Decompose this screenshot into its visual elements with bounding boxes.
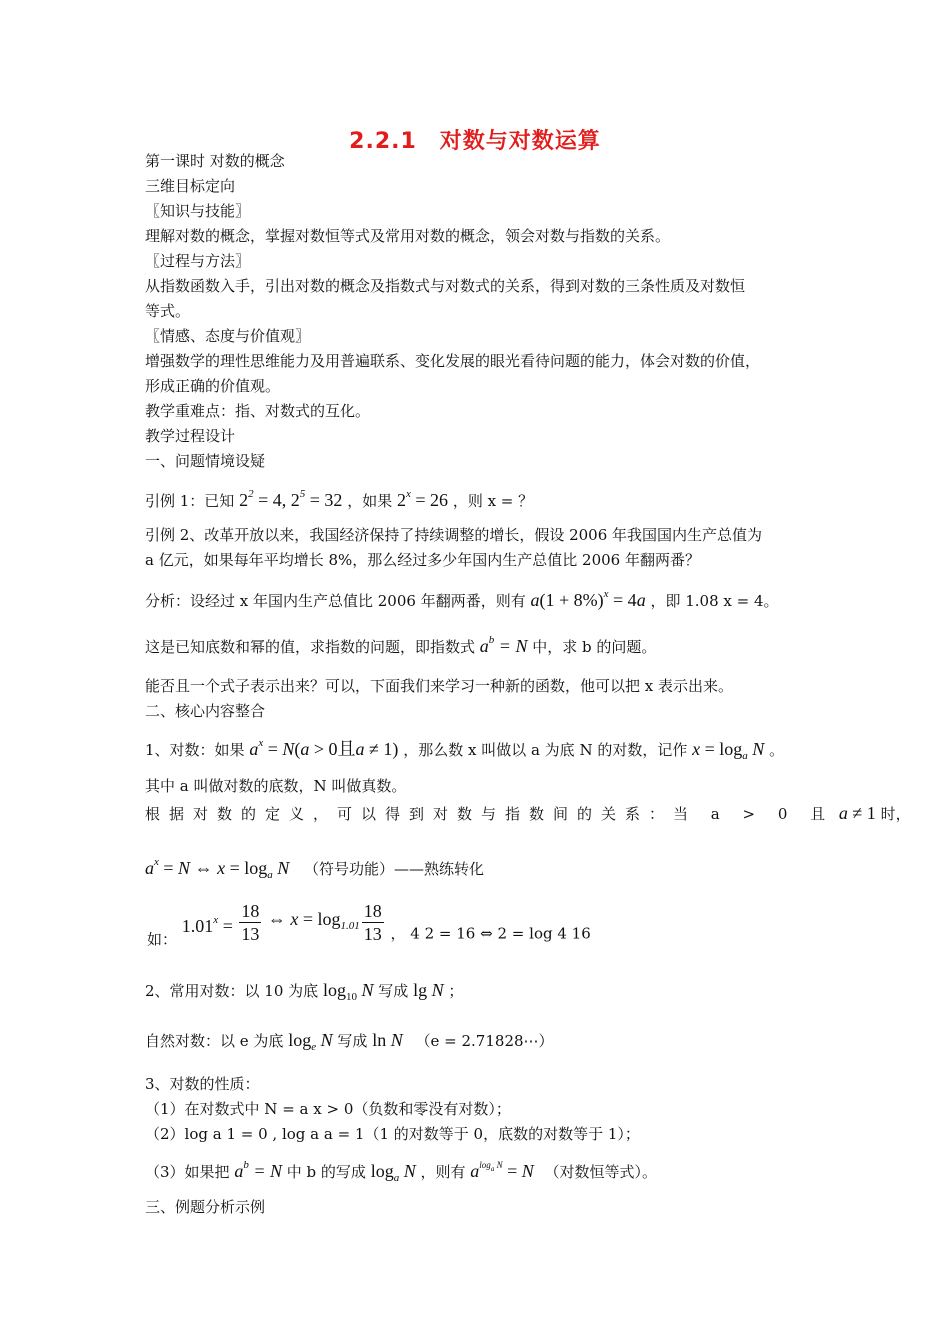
fraction-18-13: $\frac{18}{13}$ <box>241 901 260 944</box>
formula-powers: $2^2 = 4$, $2^5 = 32$ <box>239 488 343 510</box>
natural-prefix: 自然对数：以 e 为底 <box>145 1032 284 1050</box>
known-prefix: 这是已知底数和幂的值，求指数的问题，即指数式 <box>145 638 476 656</box>
known-suffix: 中，求 b 的问题。 <box>532 638 657 656</box>
formula-loga-n: $\log_a N$ <box>370 1161 416 1184</box>
example-suffix-b: 2 = log 4 16 <box>497 924 591 943</box>
natural-log <box>145 1030 554 1057</box>
page-title: 2.2.1 对数与对数运算 <box>349 129 601 154</box>
formula-identity: $a^{log_a N} = N$ <box>470 1160 534 1181</box>
formula-growth: $a(1 + 8\%)^x = 4a$ <box>530 588 646 610</box>
formula-ln: ln N <box>372 1030 403 1050</box>
property-1: （1）在对数式中 N = a x > 0（负数和零没有对数）； <box>145 1100 511 1118</box>
analysis-suffix: ，即 1.08 x = 4。 <box>650 592 779 610</box>
property-3-prefix: （3）如果把 <box>145 1163 230 1181</box>
section-2-heading: 二、核心内容整合 <box>145 702 266 720</box>
emotion-heading: 〖情感、态度与价值观〗 <box>145 327 311 345</box>
knowledge-heading: 〖知识与技能〗 <box>145 202 251 220</box>
relation-line <box>145 803 911 824</box>
formula-definition: $a^x = N(a > 0$且a ≠ 1) <box>249 737 399 759</box>
design-heading: 教学过程设计 <box>145 427 236 445</box>
property-2: （2）log a 1 = 0 , log a a = 1（1 的对数等于 0，底数的对数等于 1）； <box>145 1125 640 1143</box>
common-end: ； <box>448 982 464 1000</box>
section-3-heading: 三、例题分析示例 <box>145 1198 266 1216</box>
example-1-suffix: ，则 x = ？ <box>452 492 534 510</box>
common-prefix: 2、常用对数：以 10 为底 <box>145 982 319 1000</box>
log-definition <box>145 733 784 766</box>
knowledge-text: 理解对数的概念，掌握对数恒等式及常用对数的概念，领会对数与指数的关系。 <box>145 227 671 245</box>
example-2-line-2: a 亿元，如果每年平均增长 8%，那么经过多少年国内生产总值比 2006 年翻两番？ <box>145 551 700 569</box>
process-text-1: 从指数函数入手，引出对数的概念及指数式与对数式的关系，得到对数的三条性质及对数恒 <box>145 277 746 295</box>
example-2-line-1: 引例 2、改革开放以来，我国经济保持了持续调整的增长，假设 2006 年我国国内生产总值为 <box>145 526 763 544</box>
key-points: 教学重难点：指、对数式的互化。 <box>145 402 371 420</box>
property-3-mid: 中 b 的写成 <box>286 1163 366 1181</box>
conversion-line <box>145 852 484 885</box>
fraction-18-13-log: $\frac{18}{13}$ <box>363 901 382 944</box>
can-express: 能否且一个式子表示出来？可以，下面我们来学习一种新的函数，他可以把 x 表示出来。 <box>145 677 733 695</box>
formula-ab-n: $a^b = N$ <box>479 634 528 656</box>
base-note: 其中 a 叫做对数的底数，N 叫做真数。 <box>145 777 407 795</box>
formula-conversion: $a^x = N$ ⇔ $x = \log_a N$ <box>145 856 290 881</box>
formula-lg: lg N <box>413 980 444 1000</box>
property-3 <box>145 1155 657 1188</box>
section-1-heading: 一、问题情境设疑 <box>145 452 266 470</box>
process-text-2: 等式。 <box>145 302 191 320</box>
formula-ab-n-2: $a^b = N$ <box>234 1159 282 1181</box>
example-prefix: 如： <box>147 930 178 949</box>
definition-mid: ，那么数 x 叫做以 a 为底 N 的对数，记作 <box>403 741 688 759</box>
properties-heading: 3、对数的性质： <box>145 1075 260 1093</box>
analysis <box>145 584 779 611</box>
property-3-end: （对数恒等式）。 <box>544 1163 658 1181</box>
definition-prefix: 1、对数：如果 <box>145 741 245 759</box>
relation-end: 时， <box>880 805 911 823</box>
goals-heading: 三维目标定向 <box>145 177 236 195</box>
lesson-label: 第一课时 对数的概念 <box>145 152 285 170</box>
formula-2x: $2^x = 26$ <box>396 488 449 510</box>
formula-loge: $\log_e N$ <box>288 1030 333 1053</box>
known-base-line <box>145 630 656 657</box>
iff-symbol: ⇔ <box>480 924 493 943</box>
example-1-mid: ，如果 <box>347 492 393 510</box>
analysis-prefix: 分析：设经过 x 年国内生产总值比 2006 年翻两番，则有 <box>145 592 526 610</box>
definition-suffix: 。 <box>769 741 785 759</box>
common-mid: 写成 <box>378 982 409 1000</box>
relation-text: 根据对数的定义，可以得到对数与指数间的关系：当 a > 0 且 <box>145 805 835 823</box>
example-1-prefix: 引例 1：已知 <box>145 492 235 510</box>
natural-end: （e = 2.71828⋯） <box>415 1032 554 1050</box>
natural-mid: 写成 <box>337 1032 368 1050</box>
property-3-mid2: ，则有 <box>420 1163 466 1181</box>
common-log <box>145 980 463 1007</box>
example-1 <box>145 484 533 511</box>
formula-log10: $\log_{10} N$ <box>322 980 374 1003</box>
formula-example: $1.01^x$ = <box>181 913 238 936</box>
emotion-text-2: 形成正确的价值观。 <box>145 377 281 395</box>
symbol-note: （符号功能）——熟练转化 <box>304 860 485 878</box>
formula-log-def: $x = \log_a N$ <box>692 739 765 762</box>
formula-a-neq-1: a ≠ 1 <box>838 803 876 823</box>
example-suffix-a: ， 4 2 = 16 <box>390 924 476 943</box>
example-line: 如： $1.01^x$ = $\frac{18}{13}$ ⇔ $x = \log_{1.01}$ $\frac{18}{13}$ ， 4 2 = 16 ⇔ 2 = log 4 16 <box>147 901 591 949</box>
emotion-text-1: 增强数学的理性思维能力及用普遍联系、变化发展的眼光看待问题的能力，体会对数的价值， <box>145 352 761 370</box>
process-heading: 〖过程与方法〗 <box>145 252 251 270</box>
